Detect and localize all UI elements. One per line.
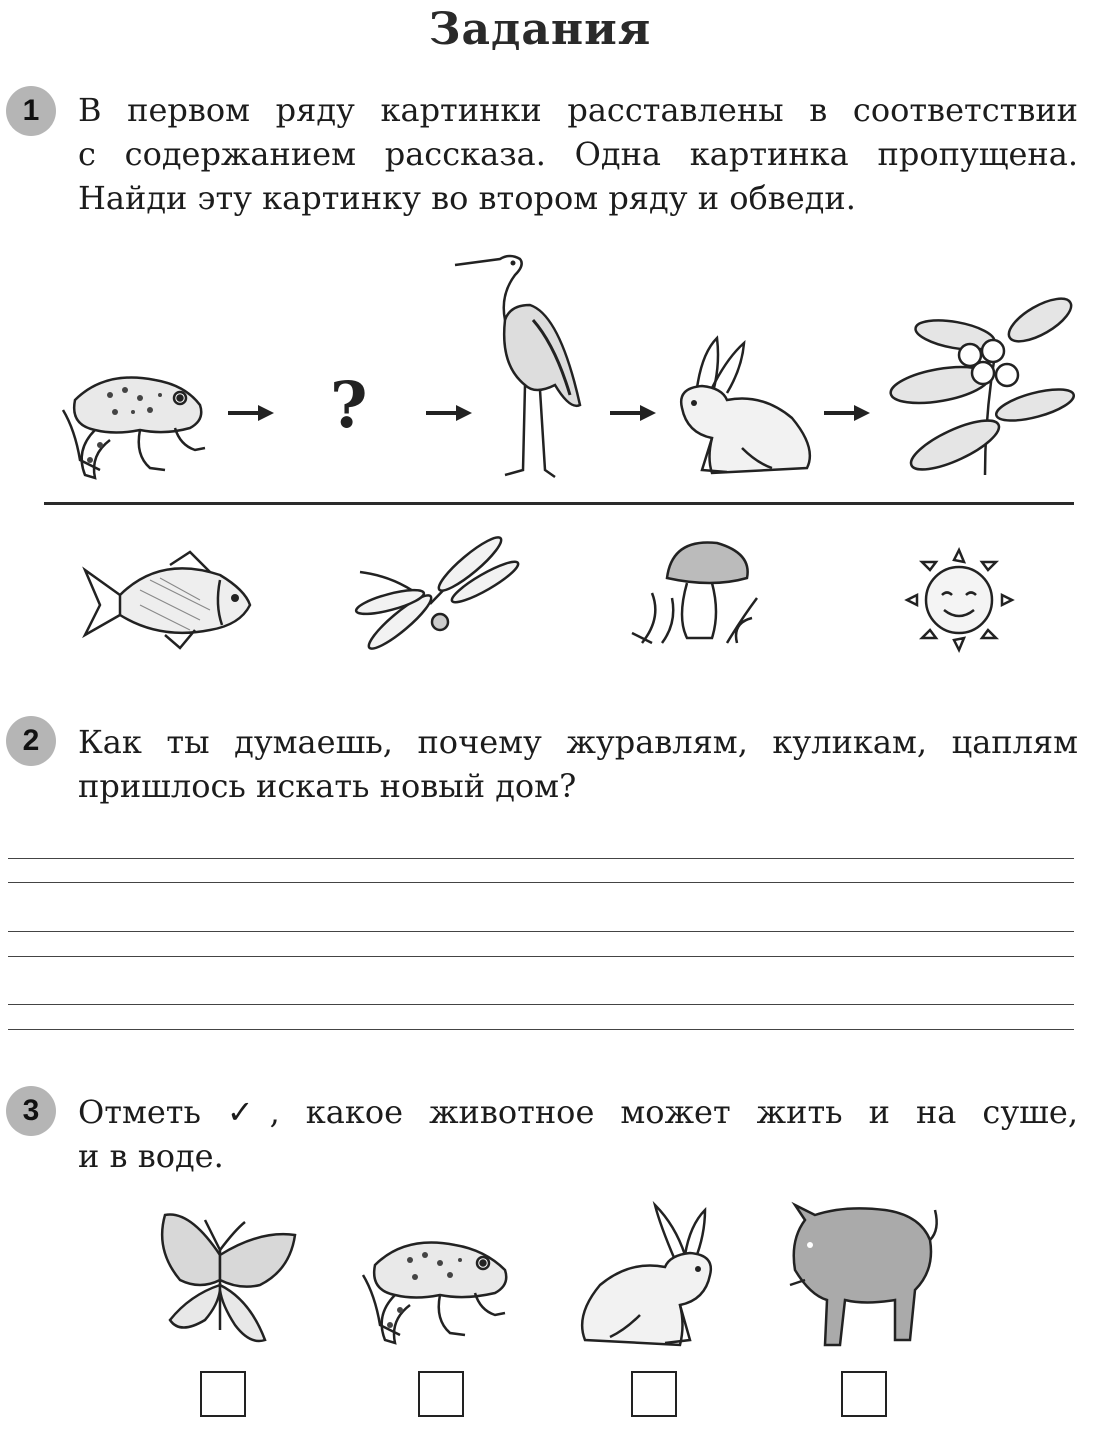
- task-number-1: 1: [6, 86, 56, 136]
- task-number-2: 2: [6, 716, 56, 766]
- row-divider: [44, 502, 1074, 505]
- mushroom-icon[interactable]: [632, 538, 762, 648]
- task1-line: В первом ряду картинки расставлены в соответствии: [78, 91, 1078, 129]
- task-number-3: 3: [6, 1086, 56, 1136]
- boar-icon: [785, 1200, 940, 1350]
- answer-line[interactable]: [8, 1004, 1074, 1005]
- task3-text: [78, 1090, 1078, 1178]
- frog-icon: [55, 360, 215, 485]
- butterfly-icon: [150, 1210, 300, 1350]
- task2-line: Как ты думаешь, почему журавлям, куликам, цаплям: [78, 723, 1078, 761]
- answer-checkbox-butterfly[interactable]: [200, 1371, 246, 1417]
- answer-checkbox-hare[interactable]: [631, 1371, 677, 1417]
- hare-icon: [672, 338, 817, 478]
- heron-icon: [455, 245, 595, 480]
- frog-icon: [355, 1225, 520, 1350]
- berry-plant-icon: [885, 295, 1075, 483]
- task1-line: с содержанием рассказа. Одна картинка пропущена.: [78, 135, 1078, 173]
- arrow-icon: [228, 402, 274, 424]
- arrow-icon: [824, 402, 870, 424]
- fish-icon[interactable]: [80, 550, 255, 650]
- page-title: Задания: [428, 4, 652, 55]
- task3-line: и в воде.: [78, 1137, 224, 1175]
- dragonfly-icon[interactable]: [360, 542, 505, 662]
- task2-line: пришлось искать новый дом?: [78, 767, 577, 805]
- sun-icon[interactable]: [892, 540, 1027, 665]
- missing-picture-marker: ?: [330, 368, 368, 443]
- answer-line[interactable]: [8, 858, 1074, 859]
- answer-checkbox-frog[interactable]: [418, 1371, 464, 1417]
- answer-line[interactable]: [8, 956, 1074, 957]
- arrow-icon: [610, 402, 656, 424]
- answer-line[interactable]: [8, 931, 1074, 932]
- answer-checkbox-boar[interactable]: [841, 1371, 887, 1417]
- answer-line[interactable]: [8, 882, 1074, 883]
- task3-line: Отметь ✓, какое животное может жить и на суше,: [78, 1093, 1078, 1131]
- answer-line[interactable]: [8, 1029, 1074, 1030]
- task1-text: [78, 88, 1078, 220]
- task1-line: Найди эту картинку во втором ряду и обведи.: [78, 179, 856, 217]
- task2-text: [78, 720, 1078, 808]
- hare-icon: [580, 1205, 725, 1350]
